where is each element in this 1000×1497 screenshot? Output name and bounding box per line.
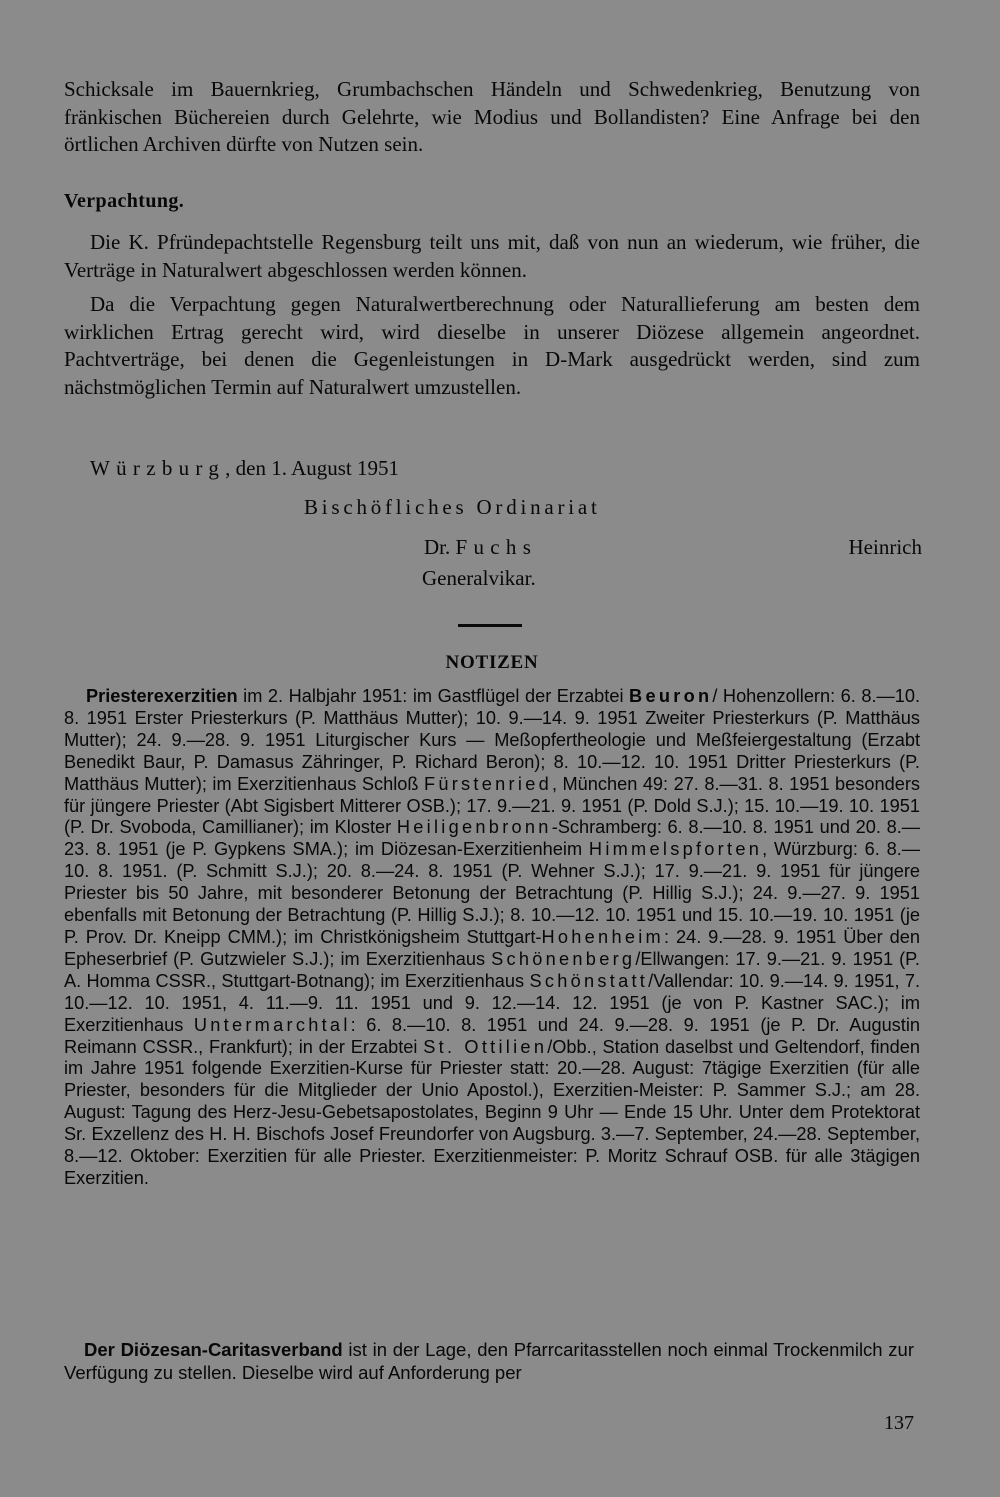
exerzitien-text-6: : 24. 9.—28. 9. 1951 Über den Epheserbrief (P. Gutzwieler S.J.); im Exerzitienhaus <box>64 926 920 969</box>
exerzitien-text-10: /Obb., Station daselbst und Geltendorf, finden im Jahre 1951 folgende Exerzitien-Kurse für Priester statt: 20.—28. August: 7tägige Exerzitien (für alle Priester, besonders für die Mitglieder der Unio Apostol.), Exerzitien-Meister: P. Sammer S.J.; am 28. August: Tagung des Herz-Jesu-Gebetsapostolates, Beginn 9 Uhr — Ende 15 Uhr. Unter dem Protektorat Sr. Exzellenz des H. H. Bischofs Josef Freundorfer von Augsburg. 3.—7. September, 24.—28. September, 8.—12. Oktober: Exerzitien für alle Priester. Exerzitienmeister: P. Moritz Schrauf OSB. für alle 3tägigen Exerzitien. <box>64 1036 920 1188</box>
verpachtung-paragraph-1: Die K. Pfründepachtstelle Regensburg teilt uns mit, daß von nun an wiederum, wie früher, die Verträge in Naturalwert abgeschlossen werden können. <box>64 230 920 282</box>
notizen-heading: NOTIZEN <box>445 652 539 673</box>
date-text: , den 1. August 1951 <box>225 456 399 480</box>
exerzitien-text-1: im 2. Halbjahr 1951: im Gastflügel der Erzabtei <box>237 686 630 706</box>
signatory-title: Dr. <box>424 535 456 559</box>
exerzitien-text-7: /Ellwangen: 17. 9.—21. 9. 1951 (P. A. Homma CSSR., Stuttgart-Botnang); im Exerzitienhaus <box>64 948 920 991</box>
signatory-role: Generalvikar. <box>422 566 536 590</box>
place-schoenstatt: Schönstatt <box>529 970 649 991</box>
exerzitien-text-9: : 6. 8.—10. 8. 1951 und 24. 9.—28. 9. 1951 (je P. Dr. Augustin Reimann CSSR., Frankfurt); in der Erzabtei <box>64 1014 920 1057</box>
section-divider <box>458 624 522 627</box>
exerzitien-text-8: /Vallendar: 10. 9.—14. 9. 1951, 7. 10.—12. 10. 1951, 4. 11.—9. 11. 1951 und 9. 12.—14. 12. 1951 (je von P. Kastner SAC.); im Exerzitienhaus <box>64 970 920 1035</box>
place-date-line <box>90 456 399 481</box>
intro-paragraph: Schicksale im Bauernkrieg, Grumbachschen Händeln und Schwedenkrieg, Benutzung von fränkischen Büchereien durch Gelehrte, wie Modius und Bollandisten? Eine Anfrage bei den örtlichen Archiven dürfte von Nutzen sein. <box>64 77 920 156</box>
signatory-first-name: Heinrich <box>848 535 922 559</box>
exerzitien-text-4: -Schramberg: 6. 8.—10. 8. 1951 und 20. 8.—23. 8. 1951 (je P. Gypkens SMA.); im Diözesan-Exerzitienheim <box>64 817 920 860</box>
place-name: Würzburg <box>90 456 226 480</box>
caritas-paragraph <box>64 1338 914 1384</box>
exerzitien-text-5: , Würzburg: 6. 8.—10. 8. 1951. (P. Schmitt S.J.); 20. 8.—24. 8. 1951 (P. Wehner S.J.); 17. 9.—21. 9. 1951 für jüngere Priester bis 50 Jahre, mit besonderer Betonung der Betrachtung (P. Hillig S.J.); 24. 9.—27. 9. 1951 ebenfalls mit Betonung der Betrachtung (P. Hillig S.J.); 8. 10.—12. 10. 1951 und 15. 10.—19. 10. 1951 (je P. Prov. Dr. Kneipp CMM.); im Christkönigsheim Stuttgart- <box>64 839 921 947</box>
verpachtung-paragraph-2: Da die Verpachtung gegen Naturalwertberechnung oder Naturallieferung am besten dem wirklichen Ertrag gerecht wird, wird dieselbe in unserer Diözese allgemein angeordnet. Pachtverträge, bei denen die Gegenleistungen in D-Mark ausgedrückt werden, sind zum nächstmöglichen Termin auf Naturalwert umzustellen. <box>64 292 920 399</box>
exerzitien-paragraph <box>64 686 920 1190</box>
page-number: 137 <box>884 1412 914 1434</box>
place-beuron: Beuron <box>629 686 713 706</box>
signatory-surname: Fuchs <box>455 535 538 559</box>
caritas-lead: Der Diözesan-Caritasverband <box>84 1339 343 1360</box>
place-heiligenbronn: Heiligenbronn <box>396 817 552 838</box>
place-hohenheim: Hohenheim <box>541 926 664 947</box>
office-name: Bischöfliches Ordinariat <box>304 495 601 519</box>
verpachtung-heading: Verpachtung. <box>64 190 185 212</box>
place-ottilien: St. Ottilien <box>423 1036 548 1057</box>
exerzitien-text-3: , München 49: 27. 8.—31. 8. 1951 besonders für jüngere Priester (Abt Sigisbert Mitterer OSB.); 17. 9.—21. 9. 1951 (P. Dold S.J.); 15. 10.—19. 10. 1951 (P. Dr. Svoboda, Camillianer); im Kloster <box>64 773 920 838</box>
exerzitien-lead: Priesterexerzitien <box>86 686 238 706</box>
place-schoenenberg: Schönenberg <box>491 948 636 969</box>
exerzitien-text-2: / Hohenzollern: 6. 8.—10. 8. 1951 Erster Priesterkurs (P. Matthäus Mutter); 10. 9.—14. 9. 1951 Zweiter Priesterkurs (P. Matthäus Mutter); 24. 9.—28. 9. 1951 Liturgischer Kurs — Meßopfertheologie und Meßfeiergestaltung (Erzabt Benedikt Baur, P. Damasus Zähringer, P. Richard Beron); 8. 10.—12. 10. 1951 Dritter Priesterkurs (P. Matthäus Mutter); im Exerzitienhaus Schloß <box>64 686 921 794</box>
place-himmelspforten: Himmelspforten <box>588 839 763 860</box>
caritas-text: ist in der Lage, den Pfarrcaritasstellen noch einmal Trockenmilch zur Verfügung zu stellen. Dieselbe wird auf Anforderung per <box>64 1339 915 1383</box>
signatory-name <box>424 535 537 560</box>
place-fuerstenried: Fürstenried <box>423 773 552 794</box>
place-untermarchtal: Untermarchtal <box>193 1014 351 1035</box>
